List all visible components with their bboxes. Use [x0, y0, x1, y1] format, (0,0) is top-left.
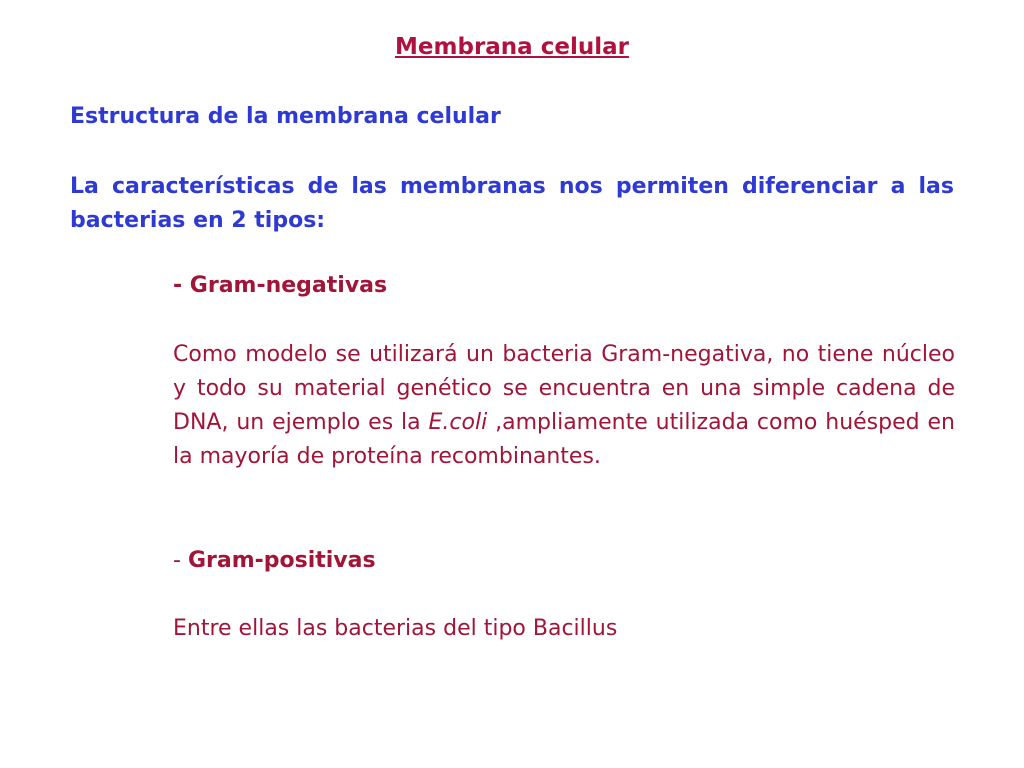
slide-subtitle: Estructura de la membrana celular	[70, 104, 501, 129]
gram-negative-text-before: Como modelo se utilizará un bacteria Gram-negativa, no tiene núcleo y todo su material genético se encuentra en una simple cadena de DNA, un ejemplo es la	[173, 342, 955, 435]
slide-title: Membrana celular	[395, 34, 629, 60]
gram-negative-heading: - Gram-negativas	[173, 273, 388, 298]
gram-positive-heading	[173, 548, 376, 573]
gram-negative-paragraph	[173, 338, 955, 474]
intro-paragraph: La características de las membranas nos permiten diferenciar a las bacterias en 2 tipos:	[70, 174, 954, 233]
gram-negative-text-after: ,ampliamente utilizada como huésped en la mayoría de proteína recombinantes.	[173, 410, 955, 469]
gram-positive-label: Gram-positivas	[187, 548, 376, 573]
ecoli-italic: E.coli	[428, 410, 488, 435]
gram-positive-dash: -	[173, 548, 188, 573]
gram-positive-paragraph: Entre ellas las bacterias del tipo Bacillus	[173, 616, 618, 641]
